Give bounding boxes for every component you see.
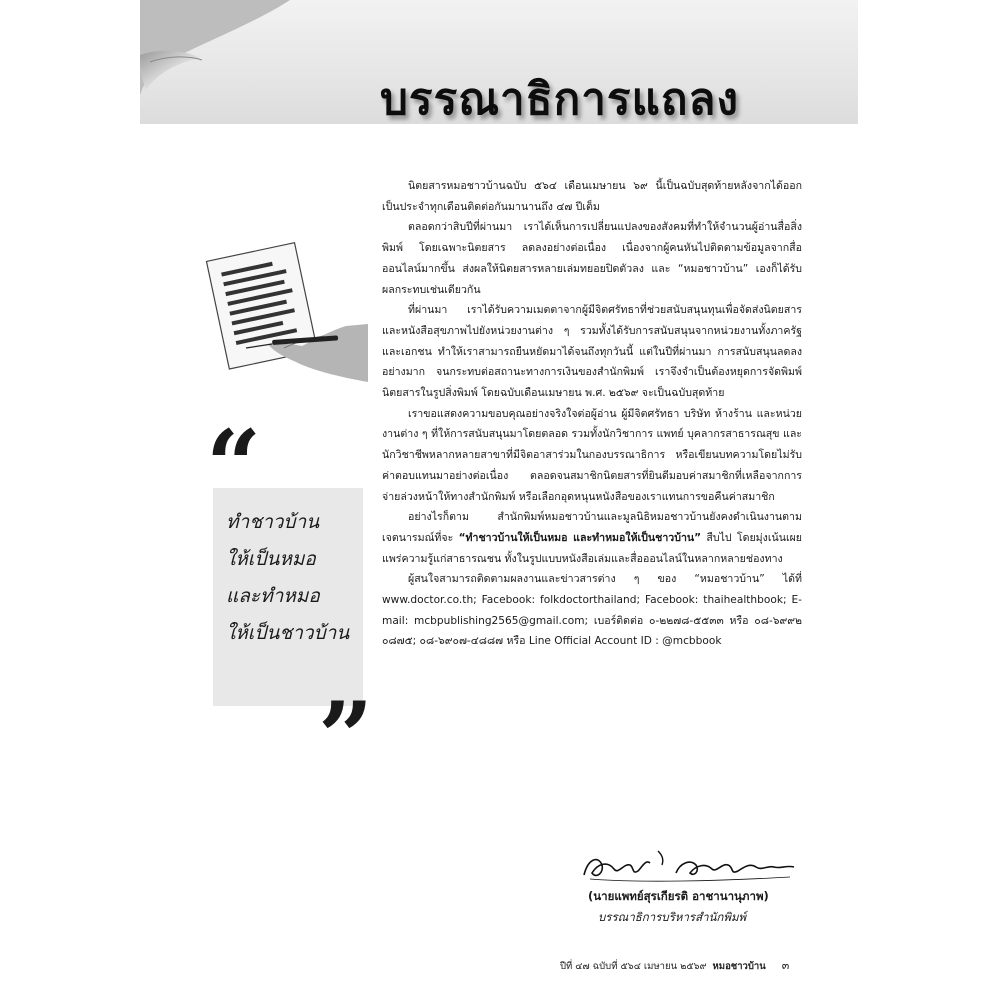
page-footer xyxy=(560,956,800,974)
paragraph: ตลอดกว่าสิบปีที่ผ่านมา เราได้เห็นการเปลี่ยนแปลงของสังคมที่ทำให้จำนวนผู้อ่านสื่อสิ่งพิมพ์ โดยเฉพาะนิตยสาร ลดลงอย่างต่อเนื่อง เนื่องจากผู้คนหันไปติดตามข้อมูลจากสื่อออนไลน์มากขึ้น ส่งผลให้นิตยสารหลายเล่มทยอยปิดตัวลง และ “หมอชาวบ้าน” เองก็ได้รับผลกระทบเช่นเดียวกัน xyxy=(382,221,802,296)
contact-paragraph: ผู้สนใจสามารถติดตามผลงานและข่าวสารต่าง ๆ ของ “หมอชาวบ้าน” ได้ที่ www.doctor.co.th; Facebook: folkdoctorthailand; Facebook: thaihealthbook; E-mail: mcbpublishing2565@gmail.com; เบอร์ติดต่อ ๐-๒๒๗๘-๕๕๓๓ หรือ ๐๘-๖๙๙๒ ๐๘๗๕; ๐๘-๖๙๐๗-๔๘๘๗ หรือ Line Official Account ID : @mcbbook xyxy=(382,573,802,648)
paragraph xyxy=(382,507,802,569)
page-margin-right xyxy=(858,0,1000,1000)
page-number: ๓ xyxy=(781,959,790,972)
pull-quote xyxy=(226,504,376,652)
page-title: บรรณาธิการแถลง xyxy=(380,74,740,125)
pull-quote-line: ทำชาวบ้าน xyxy=(226,511,320,533)
paragraph: เราขอแสดงความขอบคุณอย่างจริงใจต่อผู้อ่าน ผู้มีจิตศรัทธา บริษัท ห้างร้าน และหน่วยงานต่าง ๆ ที่ให้การสนับสนุนมาโดยตลอด รวมทั้งนักวิชาการ แพทย์ บุคลากรสาธารณสุข และนักวิชาชีพหลากหลายสาขาที่มีจิตอาสาร่วมในกองบรรณาธิการ หรือเขียนบทความโดยไม่รับค่าตอบแทนมาอย่างต่อเนื่อง ตลอดจนสมาชิกนิตยสารที่ยินดีมอบค่าสมาชิกที่เหลือจากการจ่ายล่วงหน้าให้ทางสำนักพิมพ์ หรือเลือกอุดหนุนหนังสือของเราแทนการขอคืนค่าสมาชิก xyxy=(382,407,802,503)
signatory-name: (นายแพทย์สุรเกียรติ อาชานานุภาพ) xyxy=(588,889,769,903)
document-signing-illustration xyxy=(186,232,368,394)
close-quote-mark: ” xyxy=(318,681,374,794)
magazine-name: หมอชาวบ้าน xyxy=(712,961,766,972)
paragraph-text: สืบไป โดยมุ่งเน้นเผยแพร่ความรู้แก่สาธารณชน ทั้งในรูปแบบหนังสือเล่มและสื่อออนไลน์ในหลากหลายช่องทาง xyxy=(382,531,802,565)
page-curl-decoration xyxy=(140,0,290,100)
issue-info: ปีที่ ๔๗ ฉบับที่ ๕๖๔ เมษายน ๒๕๖๙ xyxy=(560,961,707,972)
editorial-body xyxy=(382,176,802,652)
paragraph: ที่ผ่านมา เราได้รับความเมตตาจากผู้มีจิตศรัทธาที่ช่วยสนับสนุนทุนเพื่อจัดส่งนิตยสารและหนังสือสุขภาพไปยังหน่วยงานต่าง ๆ รวมทั้งได้รับการสนับสนุนจากหน่วยงานทั้งภาครัฐและเอกชน ทำให้เราสามารถยืนหยัดมาได้จนถึงทุกวันนี้ แต่ในปีที่ผ่านมา การสนับสนุนลดลงอย่างมาก จนกระทบต่อสถานะทางการเงินของสำนักพิมพ์ เราจึงจำเป็นต้องหยุดการจัดพิมพ์นิตยสารในรูปสิ่งพิมพ์ โดยฉบับเดือนเมษายน พ.ศ. ๒๕๖๙ จะเป็นฉบับสุดท้าย xyxy=(382,304,802,400)
signatory-role: บรรณาธิการบริหารสำนักพิมพ์ xyxy=(598,910,747,924)
pull-quote-line: และทำหมอ xyxy=(226,585,320,607)
pull-quote-line: ให้เป็นชาวบ้าน xyxy=(226,622,350,644)
motto-bold: “ทำชาวบ้านให้เป็นหมอ และทำหมอให้เป็นชาวบ้าน” xyxy=(458,531,702,544)
handwritten-signature xyxy=(580,845,810,885)
paragraph: นิตยสารหมอชาวบ้านฉบับ ๕๖๔ เดือนเมษายน ๖๙ นี้เป็นฉบับสุดท้ายหลังจากได้ออกเป็นประจำทุกเดือนติดต่อกันมานานถึง ๔๗ ปีเต็ม xyxy=(382,180,802,213)
paragraph-text: อย่างไรก็ตาม สำนักพิมพ์หมอชาวบ้านและมูลนิธิหมอชาวบ้านยังคงดำเนินงานตามเจตนารมณ์ที่จะ xyxy=(382,511,802,544)
open-quote-mark: “ xyxy=(206,409,262,522)
pull-quote-line: ให้เป็นหมอ xyxy=(226,548,316,570)
page-margin-left xyxy=(0,0,140,1000)
